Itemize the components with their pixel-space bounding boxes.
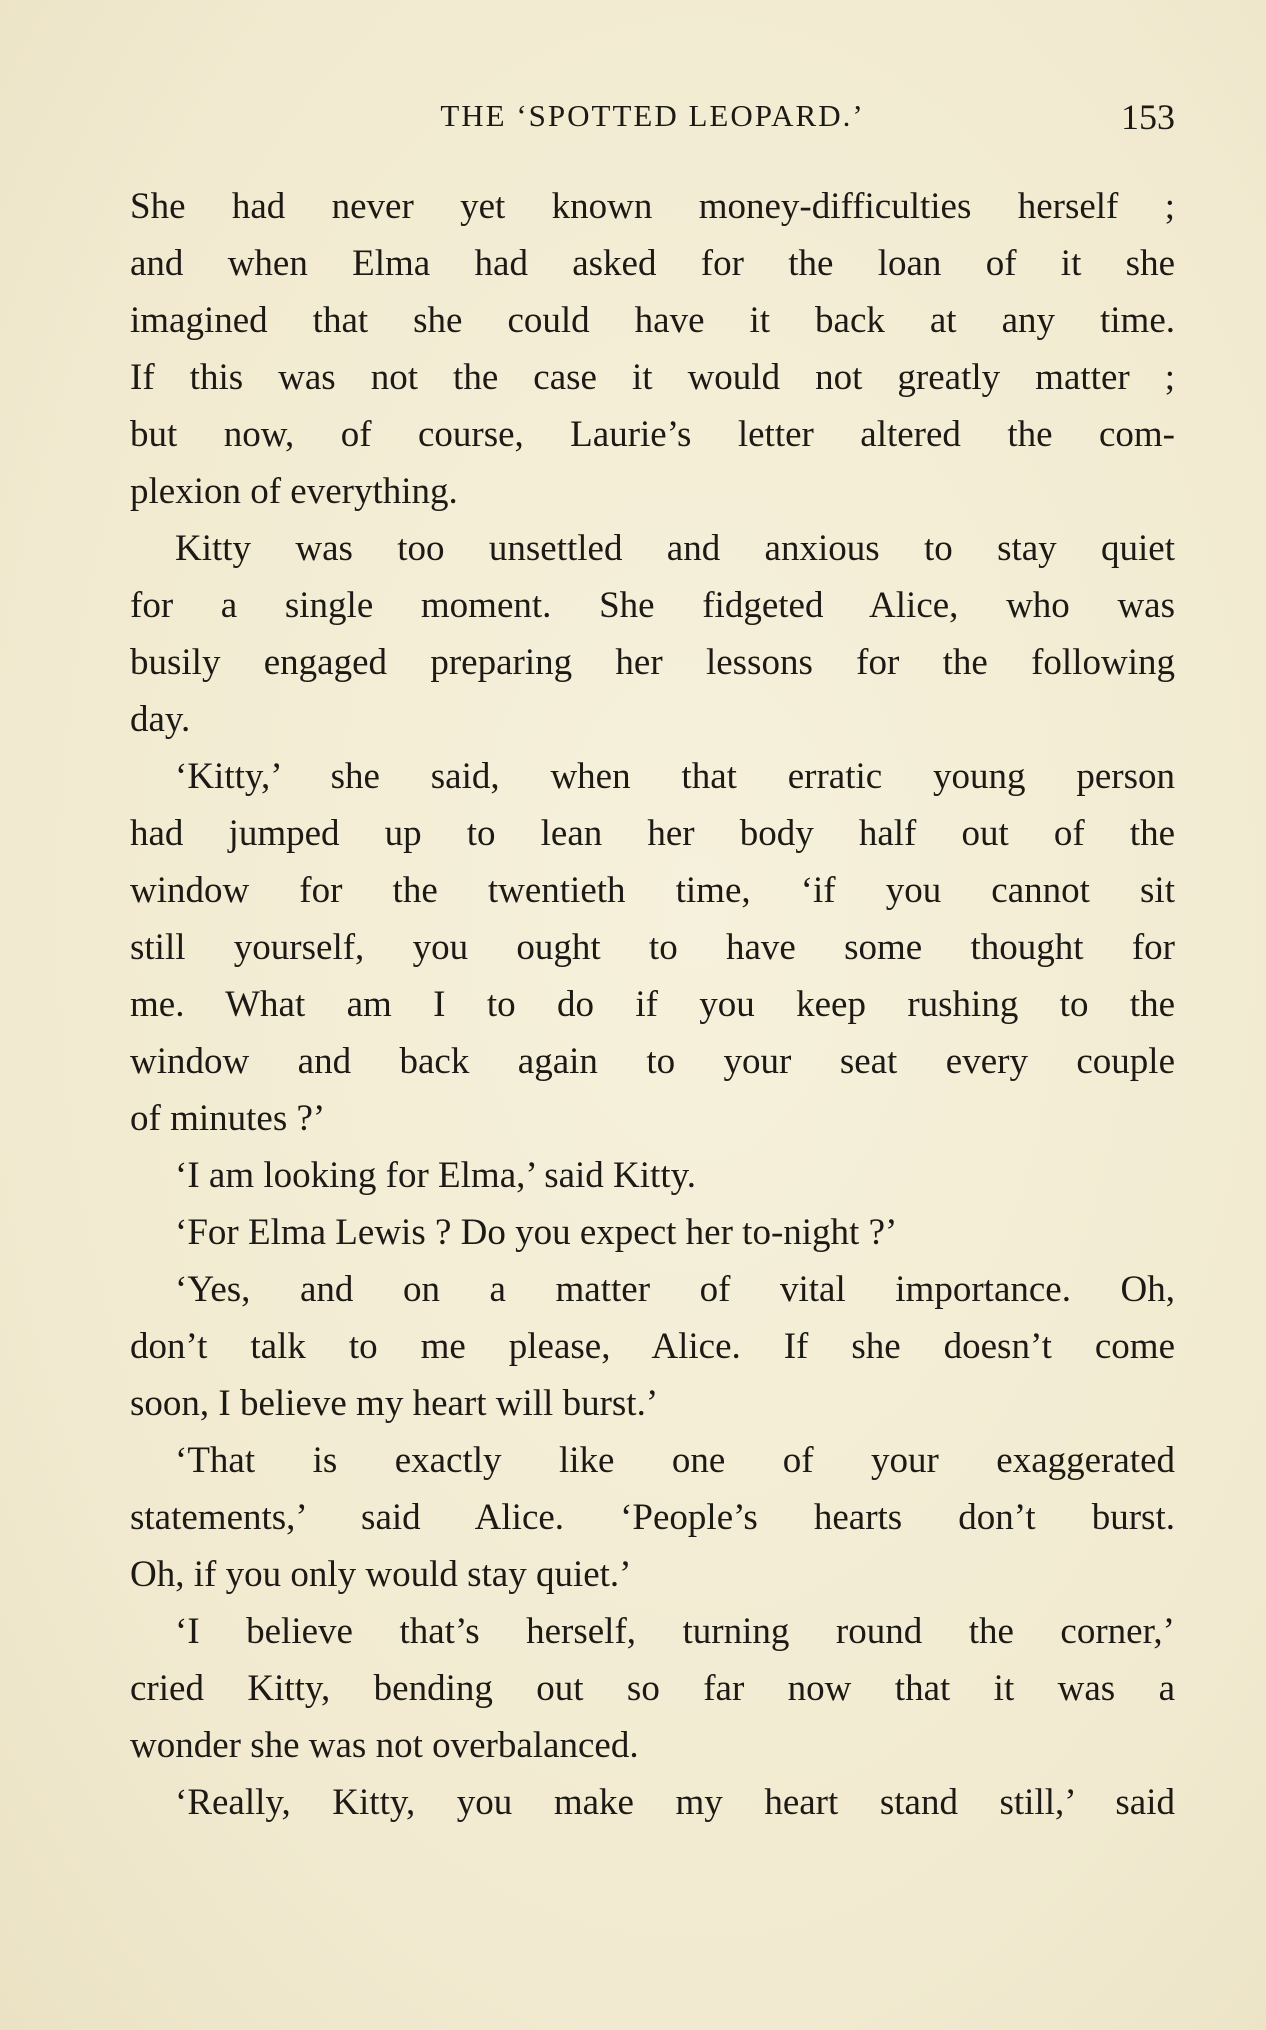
page-header <box>130 98 1175 148</box>
text-line: soon, I believe my heart will burst.’ <box>130 1383 659 1424</box>
body-text <box>130 178 1175 1831</box>
text-line: ‘Kitty,’ she said, when that erratic young person <box>175 756 1175 797</box>
text-line: cried Kitty, bending out so far now that it was a <box>130 1668 1175 1709</box>
text-line: wonder she was not overbalanced. <box>130 1725 639 1766</box>
text-line: still yourself, you ought to have some thought for <box>130 927 1175 968</box>
text-line: imagined that she could have it back at any time. <box>130 300 1175 341</box>
text-line: ‘I am looking for Elma,’ said Kitty. <box>175 1155 696 1196</box>
text-line: ‘Really, Kitty, you make my heart stand still,’ said <box>175 1782 1175 1823</box>
running-title: THE ‘SPOTTED LEOPARD.’ <box>440 98 865 133</box>
text-line: don’t talk to me please, Alice. If she doesn’t come <box>130 1326 1175 1367</box>
text-line: but now, of course, Laurie’s letter altered the com- <box>130 414 1175 455</box>
text-line: Kitty was too unsettled and anxious to stay quiet <box>175 528 1175 569</box>
text-line: for a single moment. She fidgeted Alice, who was <box>130 585 1175 626</box>
text-line: of minutes ?’ <box>130 1098 326 1139</box>
text-line: had jumped up to lean her body half out of the <box>130 813 1175 854</box>
text-line: If this was not the case it would not greatly matter ; <box>130 357 1175 398</box>
text-line: me. What am I to do if you keep rushing to the <box>130 984 1175 1025</box>
text-line: ‘Yes, and on a matter of vital importance. Oh, <box>175 1269 1175 1310</box>
text-line: window and back again to your seat every couple <box>130 1041 1175 1082</box>
page-number: 153 <box>1121 97 1175 137</box>
text-line: and when Elma had asked for the loan of it she <box>130 243 1175 284</box>
text-line: day. <box>130 699 191 740</box>
text-line: busily engaged preparing her lessons for the following <box>130 642 1175 683</box>
text-line: ‘For Elma Lewis ? Do you expect her to-night ?’ <box>175 1212 898 1253</box>
text-line: ‘I believe that’s herself, turning round the corner,’ <box>175 1611 1175 1652</box>
text-line: She had never yet known money-difficulties herself ; <box>130 186 1175 227</box>
text-line: ‘That is exactly like one of your exaggerated <box>175 1440 1175 1481</box>
text-line: plexion of everything. <box>130 471 458 512</box>
text-line: Oh, if you only would stay quiet.’ <box>130 1554 632 1595</box>
text-line: window for the twentieth time, ‘if you cannot sit <box>130 870 1175 911</box>
text-line: statements,’ said Alice. ‘People’s hearts don’t burst. <box>130 1497 1175 1538</box>
